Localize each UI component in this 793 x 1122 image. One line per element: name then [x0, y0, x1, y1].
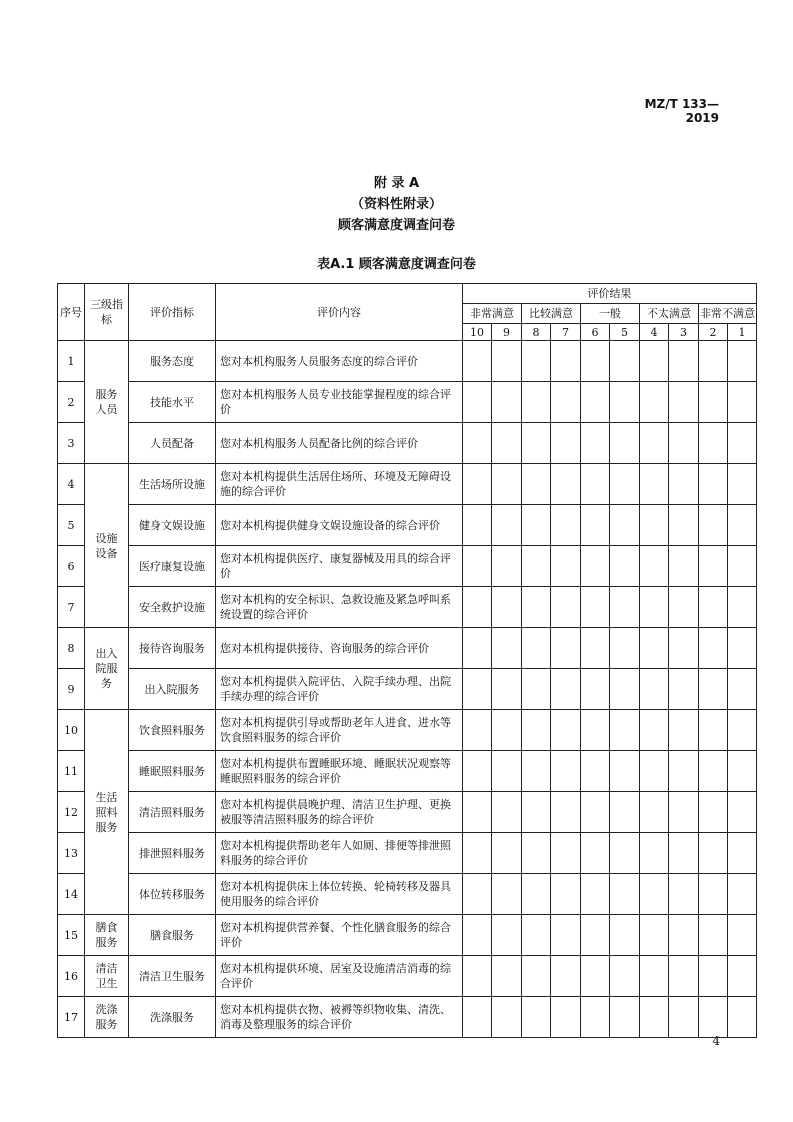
- score-cell[interactable]: [669, 423, 699, 464]
- score-cell[interactable]: [699, 669, 728, 710]
- score-cell[interactable]: [551, 505, 581, 546]
- score-cell[interactable]: [669, 833, 699, 874]
- score-cell[interactable]: [492, 710, 522, 751]
- row-level3-indicator: 洗涤服务: [85, 997, 129, 1038]
- row-seq: 17: [58, 997, 85, 1038]
- table-row: [58, 751, 757, 792]
- score-cell[interactable]: [669, 710, 699, 751]
- score-cell[interactable]: [610, 341, 640, 382]
- header-seq: 序号: [58, 284, 85, 341]
- score-cell[interactable]: [492, 669, 522, 710]
- score-cell[interactable]: [463, 956, 492, 997]
- score-cell[interactable]: [640, 587, 669, 628]
- score-cell[interactable]: [640, 833, 669, 874]
- score-cell[interactable]: [522, 382, 551, 423]
- score-cell[interactable]: [728, 505, 757, 546]
- row-seq: 5: [58, 505, 85, 546]
- row-content: 您对本机构提供布置睡眠环境、睡眠状况观察等睡眠照料服务的综合评价: [216, 751, 463, 792]
- row-content: 您对本机构的安全标识、急救设施及紧急呼叫系统设置的综合评价: [216, 587, 463, 628]
- table-row: [58, 997, 757, 1038]
- score-cell[interactable]: [522, 464, 551, 505]
- row-content: 您对本机构提供衣物、被褥等织物收集、清洗、消毒及整理服务的综合评价: [216, 997, 463, 1038]
- table-row: [58, 833, 757, 874]
- grade-label: 不太满意: [640, 304, 699, 324]
- score-cell[interactable]: [699, 423, 728, 464]
- score-cell[interactable]: [463, 587, 492, 628]
- score-cell[interactable]: [640, 546, 669, 587]
- score-cell[interactable]: [492, 833, 522, 874]
- row-indicator: 安全救护设施: [129, 587, 216, 628]
- row-indicator: 技能水平: [129, 382, 216, 423]
- score-cell[interactable]: [463, 464, 492, 505]
- score-cell[interactable]: [492, 997, 522, 1038]
- score-cell[interactable]: [522, 423, 551, 464]
- score-cell[interactable]: [640, 423, 669, 464]
- row-indicator: 清洁照料服务: [129, 792, 216, 833]
- score-cell[interactable]: [728, 423, 757, 464]
- row-seq: 3: [58, 423, 85, 464]
- score-cell[interactable]: [522, 628, 551, 669]
- score-cell[interactable]: [728, 874, 757, 915]
- row-seq: 12: [58, 792, 85, 833]
- score-cell[interactable]: [581, 956, 610, 997]
- score-cell[interactable]: [728, 546, 757, 587]
- row-indicator: 洗涤服务: [129, 997, 216, 1038]
- score-cell[interactable]: [492, 956, 522, 997]
- score-cell[interactable]: [551, 833, 581, 874]
- score-cell[interactable]: [522, 505, 551, 546]
- row-seq: 4: [58, 464, 85, 505]
- appendix-title: 附 录 A: [373, 176, 420, 191]
- score-cell[interactable]: [640, 464, 669, 505]
- appendix-nature: （资料性附录）: [350, 197, 442, 212]
- score-cell[interactable]: [581, 997, 610, 1038]
- score-cell[interactable]: [669, 341, 699, 382]
- score-cell[interactable]: [581, 710, 610, 751]
- score-cell[interactable]: [728, 341, 757, 382]
- score-cell[interactable]: [522, 669, 551, 710]
- score-cell[interactable]: [610, 874, 640, 915]
- score-cell[interactable]: [699, 628, 728, 669]
- score-cell[interactable]: [492, 546, 522, 587]
- table-caption: 表A.1 顾客满意度调查问卷: [317, 257, 476, 272]
- header-result: 评价结果: [463, 284, 757, 304]
- score-cell[interactable]: [522, 792, 551, 833]
- score-cell[interactable]: [522, 546, 551, 587]
- row-seq: 16: [58, 956, 85, 997]
- table-row: [58, 874, 757, 915]
- row-content: 您对本机构提供入院评估、入院手续办理、出院手续办理的综合评价: [216, 669, 463, 710]
- score-cell[interactable]: [463, 833, 492, 874]
- score-cell[interactable]: [551, 710, 581, 751]
- score-cell[interactable]: [699, 587, 728, 628]
- header-indicator: 评价指标: [129, 284, 216, 341]
- score-cell[interactable]: [610, 792, 640, 833]
- score-label: 6: [581, 324, 610, 341]
- score-label: 7: [551, 324, 581, 341]
- score-cell[interactable]: [463, 628, 492, 669]
- score-cell[interactable]: [699, 751, 728, 792]
- row-indicator: 饮食照料服务: [129, 710, 216, 751]
- score-cell[interactable]: [640, 751, 669, 792]
- score-cell[interactable]: [640, 341, 669, 382]
- score-cell[interactable]: [463, 997, 492, 1038]
- score-cell[interactable]: [522, 997, 551, 1038]
- score-cell[interactable]: [581, 792, 610, 833]
- row-indicator: 膳食服务: [129, 915, 216, 956]
- row-content: 您对本机构提供引导或帮助老年人进食、进水等饮食照料服务的综合评价: [216, 710, 463, 751]
- grade-label: 一般: [581, 304, 640, 324]
- score-cell[interactable]: [551, 628, 581, 669]
- score-label: 9: [492, 324, 522, 341]
- row-content: 您对本机构提供医疗、康复器械及用具的综合评价: [216, 546, 463, 587]
- grade-label: 比较满意: [522, 304, 581, 324]
- score-cell[interactable]: [551, 423, 581, 464]
- score-cell[interactable]: [610, 997, 640, 1038]
- score-cell[interactable]: [492, 915, 522, 956]
- row-content: 您对本机构服务人员配备比例的综合评价: [216, 423, 463, 464]
- score-cell[interactable]: [581, 669, 610, 710]
- score-cell[interactable]: [463, 341, 492, 382]
- row-indicator: 健身文娱设施: [129, 505, 216, 546]
- row-content: 您对本机构提供帮助老年人如厕、排便等排泄照料服务的综合评价: [216, 833, 463, 874]
- score-cell[interactable]: [610, 956, 640, 997]
- score-label: 8: [522, 324, 551, 341]
- score-cell[interactable]: [699, 833, 728, 874]
- score-cell[interactable]: [551, 874, 581, 915]
- score-cell[interactable]: [492, 382, 522, 423]
- row-indicator: 医疗康复设施: [129, 546, 216, 587]
- score-cell[interactable]: [463, 710, 492, 751]
- score-cell[interactable]: [610, 423, 640, 464]
- score-cell[interactable]: [728, 382, 757, 423]
- score-cell[interactable]: [463, 915, 492, 956]
- table-row: [58, 669, 757, 710]
- score-cell[interactable]: [640, 874, 669, 915]
- score-cell[interactable]: [551, 382, 581, 423]
- score-cell[interactable]: [728, 792, 757, 833]
- score-cell[interactable]: [728, 751, 757, 792]
- score-cell[interactable]: [522, 874, 551, 915]
- score-cell[interactable]: [581, 751, 610, 792]
- score-cell[interactable]: [699, 710, 728, 751]
- score-cell[interactable]: [669, 505, 699, 546]
- table-row: [58, 956, 757, 997]
- row-seq: 1: [58, 341, 85, 382]
- score-cell[interactable]: [728, 915, 757, 956]
- page-number: 4: [712, 1034, 720, 1048]
- row-seq: 11: [58, 751, 85, 792]
- row-level3-indicator: 膳食服务: [85, 915, 129, 956]
- row-level3-indicator: 服务人员: [85, 341, 129, 464]
- score-cell[interactable]: [463, 505, 492, 546]
- row-indicator: 睡眠照料服务: [129, 751, 216, 792]
- score-cell[interactable]: [610, 833, 640, 874]
- score-cell[interactable]: [640, 669, 669, 710]
- row-seq: 8: [58, 628, 85, 669]
- score-cell[interactable]: [699, 505, 728, 546]
- score-cell[interactable]: [640, 792, 669, 833]
- score-cell[interactable]: [492, 628, 522, 669]
- row-level3-indicator: 清洁卫生: [85, 956, 129, 997]
- score-cell[interactable]: [728, 956, 757, 997]
- score-cell[interactable]: [669, 669, 699, 710]
- table-row: [58, 382, 757, 423]
- score-cell[interactable]: [463, 874, 492, 915]
- row-indicator: 人员配备: [129, 423, 216, 464]
- score-cell[interactable]: [492, 792, 522, 833]
- row-level3-indicator: 设施设备: [85, 464, 129, 628]
- score-cell[interactable]: [492, 464, 522, 505]
- table-row: [58, 546, 757, 587]
- grade-label: 非常不满意: [699, 304, 757, 324]
- row-indicator: 清洁卫生服务: [129, 956, 216, 997]
- standard-code: MZ/T 133—2019: [644, 97, 719, 125]
- score-cell[interactable]: [669, 464, 699, 505]
- score-cell[interactable]: [581, 833, 610, 874]
- row-seq: 6: [58, 546, 85, 587]
- header-row: [58, 284, 757, 304]
- score-cell[interactable]: [610, 382, 640, 423]
- score-cell[interactable]: [581, 915, 610, 956]
- table-row: [58, 710, 757, 751]
- score-cell[interactable]: [699, 546, 728, 587]
- row-indicator: 生活场所设施: [129, 464, 216, 505]
- score-cell[interactable]: [699, 956, 728, 997]
- score-cell[interactable]: [669, 628, 699, 669]
- table-row: [58, 505, 757, 546]
- score-cell[interactable]: [610, 751, 640, 792]
- score-cell[interactable]: [581, 587, 610, 628]
- score-cell[interactable]: [610, 710, 640, 751]
- table-row: [58, 587, 757, 628]
- score-cell[interactable]: [728, 833, 757, 874]
- score-cell[interactable]: [640, 710, 669, 751]
- score-cell[interactable]: [728, 628, 757, 669]
- score-cell[interactable]: [699, 792, 728, 833]
- score-cell[interactable]: [728, 587, 757, 628]
- header-content: 评价内容: [216, 284, 463, 341]
- score-cell[interactable]: [551, 751, 581, 792]
- score-cell[interactable]: [492, 751, 522, 792]
- score-cell[interactable]: [463, 546, 492, 587]
- table-row: [58, 915, 757, 956]
- score-cell[interactable]: [522, 751, 551, 792]
- score-cell[interactable]: [669, 874, 699, 915]
- row-content: 您对本机构提供床上体位转换、轮椅转移及器具使用服务的综合评价: [216, 874, 463, 915]
- score-cell[interactable]: [699, 341, 728, 382]
- row-content: 您对本机构提供环境、居室及设施清洁消毒的综合评价: [216, 956, 463, 997]
- score-cell[interactable]: [610, 587, 640, 628]
- row-content: 您对本机构提供生活居住场所、环境及无障碍设施的综合评价: [216, 464, 463, 505]
- row-indicator: 体位转移服务: [129, 874, 216, 915]
- score-cell[interactable]: [551, 546, 581, 587]
- score-cell[interactable]: [551, 792, 581, 833]
- score-cell[interactable]: [699, 915, 728, 956]
- score-cell[interactable]: [463, 792, 492, 833]
- row-seq: 13: [58, 833, 85, 874]
- score-cell[interactable]: [463, 423, 492, 464]
- score-cell[interactable]: [492, 341, 522, 382]
- row-indicator: 服务态度: [129, 341, 216, 382]
- score-cell[interactable]: [581, 628, 610, 669]
- score-cell[interactable]: [463, 669, 492, 710]
- score-cell[interactable]: [522, 956, 551, 997]
- score-cell[interactable]: [492, 587, 522, 628]
- score-cell[interactable]: [581, 505, 610, 546]
- row-seq: 7: [58, 587, 85, 628]
- score-cell[interactable]: [640, 915, 669, 956]
- score-cell[interactable]: [728, 997, 757, 1038]
- row-content: 您对本机构提供健身文娱设施设备的综合评价: [216, 505, 463, 546]
- score-cell[interactable]: [581, 874, 610, 915]
- score-cell[interactable]: [669, 751, 699, 792]
- row-seq: 10: [58, 710, 85, 751]
- row-seq: 2: [58, 382, 85, 423]
- score-cell[interactable]: [728, 464, 757, 505]
- score-cell[interactable]: [610, 915, 640, 956]
- score-cell[interactable]: [463, 751, 492, 792]
- score-cell[interactable]: [522, 341, 551, 382]
- row-indicator: 接待咨询服务: [129, 628, 216, 669]
- score-cell[interactable]: [640, 628, 669, 669]
- score-cell[interactable]: [522, 710, 551, 751]
- grade-label: 非常满意: [463, 304, 522, 324]
- score-cell[interactable]: [669, 587, 699, 628]
- score-cell[interactable]: [551, 669, 581, 710]
- score-label: 1: [728, 324, 757, 341]
- score-cell[interactable]: [728, 669, 757, 710]
- score-label: 5: [610, 324, 640, 341]
- score-cell[interactable]: [551, 956, 581, 997]
- score-cell[interactable]: [640, 382, 669, 423]
- table-row: [58, 341, 757, 382]
- row-seq: 9: [58, 669, 85, 710]
- score-cell[interactable]: [669, 997, 699, 1038]
- score-cell[interactable]: [610, 546, 640, 587]
- score-cell[interactable]: [610, 505, 640, 546]
- score-cell[interactable]: [522, 833, 551, 874]
- appendix-name: 顾客满意度调查问卷: [337, 218, 455, 233]
- score-cell[interactable]: [463, 382, 492, 423]
- score-cell[interactable]: [610, 628, 640, 669]
- score-cell[interactable]: [610, 669, 640, 710]
- score-label: 4: [640, 324, 669, 341]
- score-cell[interactable]: [640, 505, 669, 546]
- row-content: 您对本机构提供晨晚护理、清洁卫生护理、更换被服等清洁照料服务的综合评价: [216, 792, 463, 833]
- score-cell[interactable]: [728, 710, 757, 751]
- score-cell[interactable]: [669, 382, 699, 423]
- score-cell[interactable]: [699, 997, 728, 1038]
- score-cell[interactable]: [699, 464, 728, 505]
- score-cell[interactable]: [551, 341, 581, 382]
- score-cell[interactable]: [699, 382, 728, 423]
- satisfaction-survey-table: [57, 283, 757, 1038]
- score-cell[interactable]: [610, 464, 640, 505]
- score-label: 3: [669, 324, 699, 341]
- score-cell[interactable]: [669, 792, 699, 833]
- score-cell[interactable]: [492, 505, 522, 546]
- score-cell[interactable]: [669, 956, 699, 997]
- row-content: 您对本机构服务人员服务态度的综合评价: [216, 341, 463, 382]
- score-cell[interactable]: [640, 997, 669, 1038]
- score-cell[interactable]: [551, 997, 581, 1038]
- row-indicator: 排泄照料服务: [129, 833, 216, 874]
- score-cell[interactable]: [492, 874, 522, 915]
- score-cell[interactable]: [669, 546, 699, 587]
- row-seq: 14: [58, 874, 85, 915]
- score-cell[interactable]: [581, 341, 610, 382]
- row-indicator: 出入院服务: [129, 669, 216, 710]
- row-level3-indicator: 出入院服务: [85, 628, 129, 710]
- score-cell[interactable]: [522, 587, 551, 628]
- score-cell[interactable]: [581, 382, 610, 423]
- score-cell[interactable]: [640, 956, 669, 997]
- table-row: [58, 423, 757, 464]
- row-content: 您对本机构服务人员专业技能掌握程度的综合评价: [216, 382, 463, 423]
- survey-table-body: [58, 284, 757, 1038]
- score-cell[interactable]: [581, 423, 610, 464]
- score-label: 2: [699, 324, 728, 341]
- row-level3-indicator: 生活照料服务: [85, 710, 129, 915]
- row-content: 您对本机构提供营养餐、个性化膳食服务的综合评价: [216, 915, 463, 956]
- score-cell[interactable]: [522, 915, 551, 956]
- row-seq: 15: [58, 915, 85, 956]
- score-cell[interactable]: [699, 874, 728, 915]
- score-cell[interactable]: [551, 464, 581, 505]
- score-label: 10: [463, 324, 492, 341]
- header-level3: 三级指标: [85, 284, 129, 341]
- table-row: [58, 464, 757, 505]
- table-row: [58, 628, 757, 669]
- row-content: 您对本机构提供接待、咨询服务的综合评价: [216, 628, 463, 669]
- score-cell[interactable]: [492, 423, 522, 464]
- score-cell[interactable]: [551, 915, 581, 956]
- score-cell[interactable]: [669, 915, 699, 956]
- score-cell[interactable]: [581, 546, 610, 587]
- score-cell[interactable]: [551, 587, 581, 628]
- table-row: [58, 792, 757, 833]
- score-cell[interactable]: [581, 464, 610, 505]
